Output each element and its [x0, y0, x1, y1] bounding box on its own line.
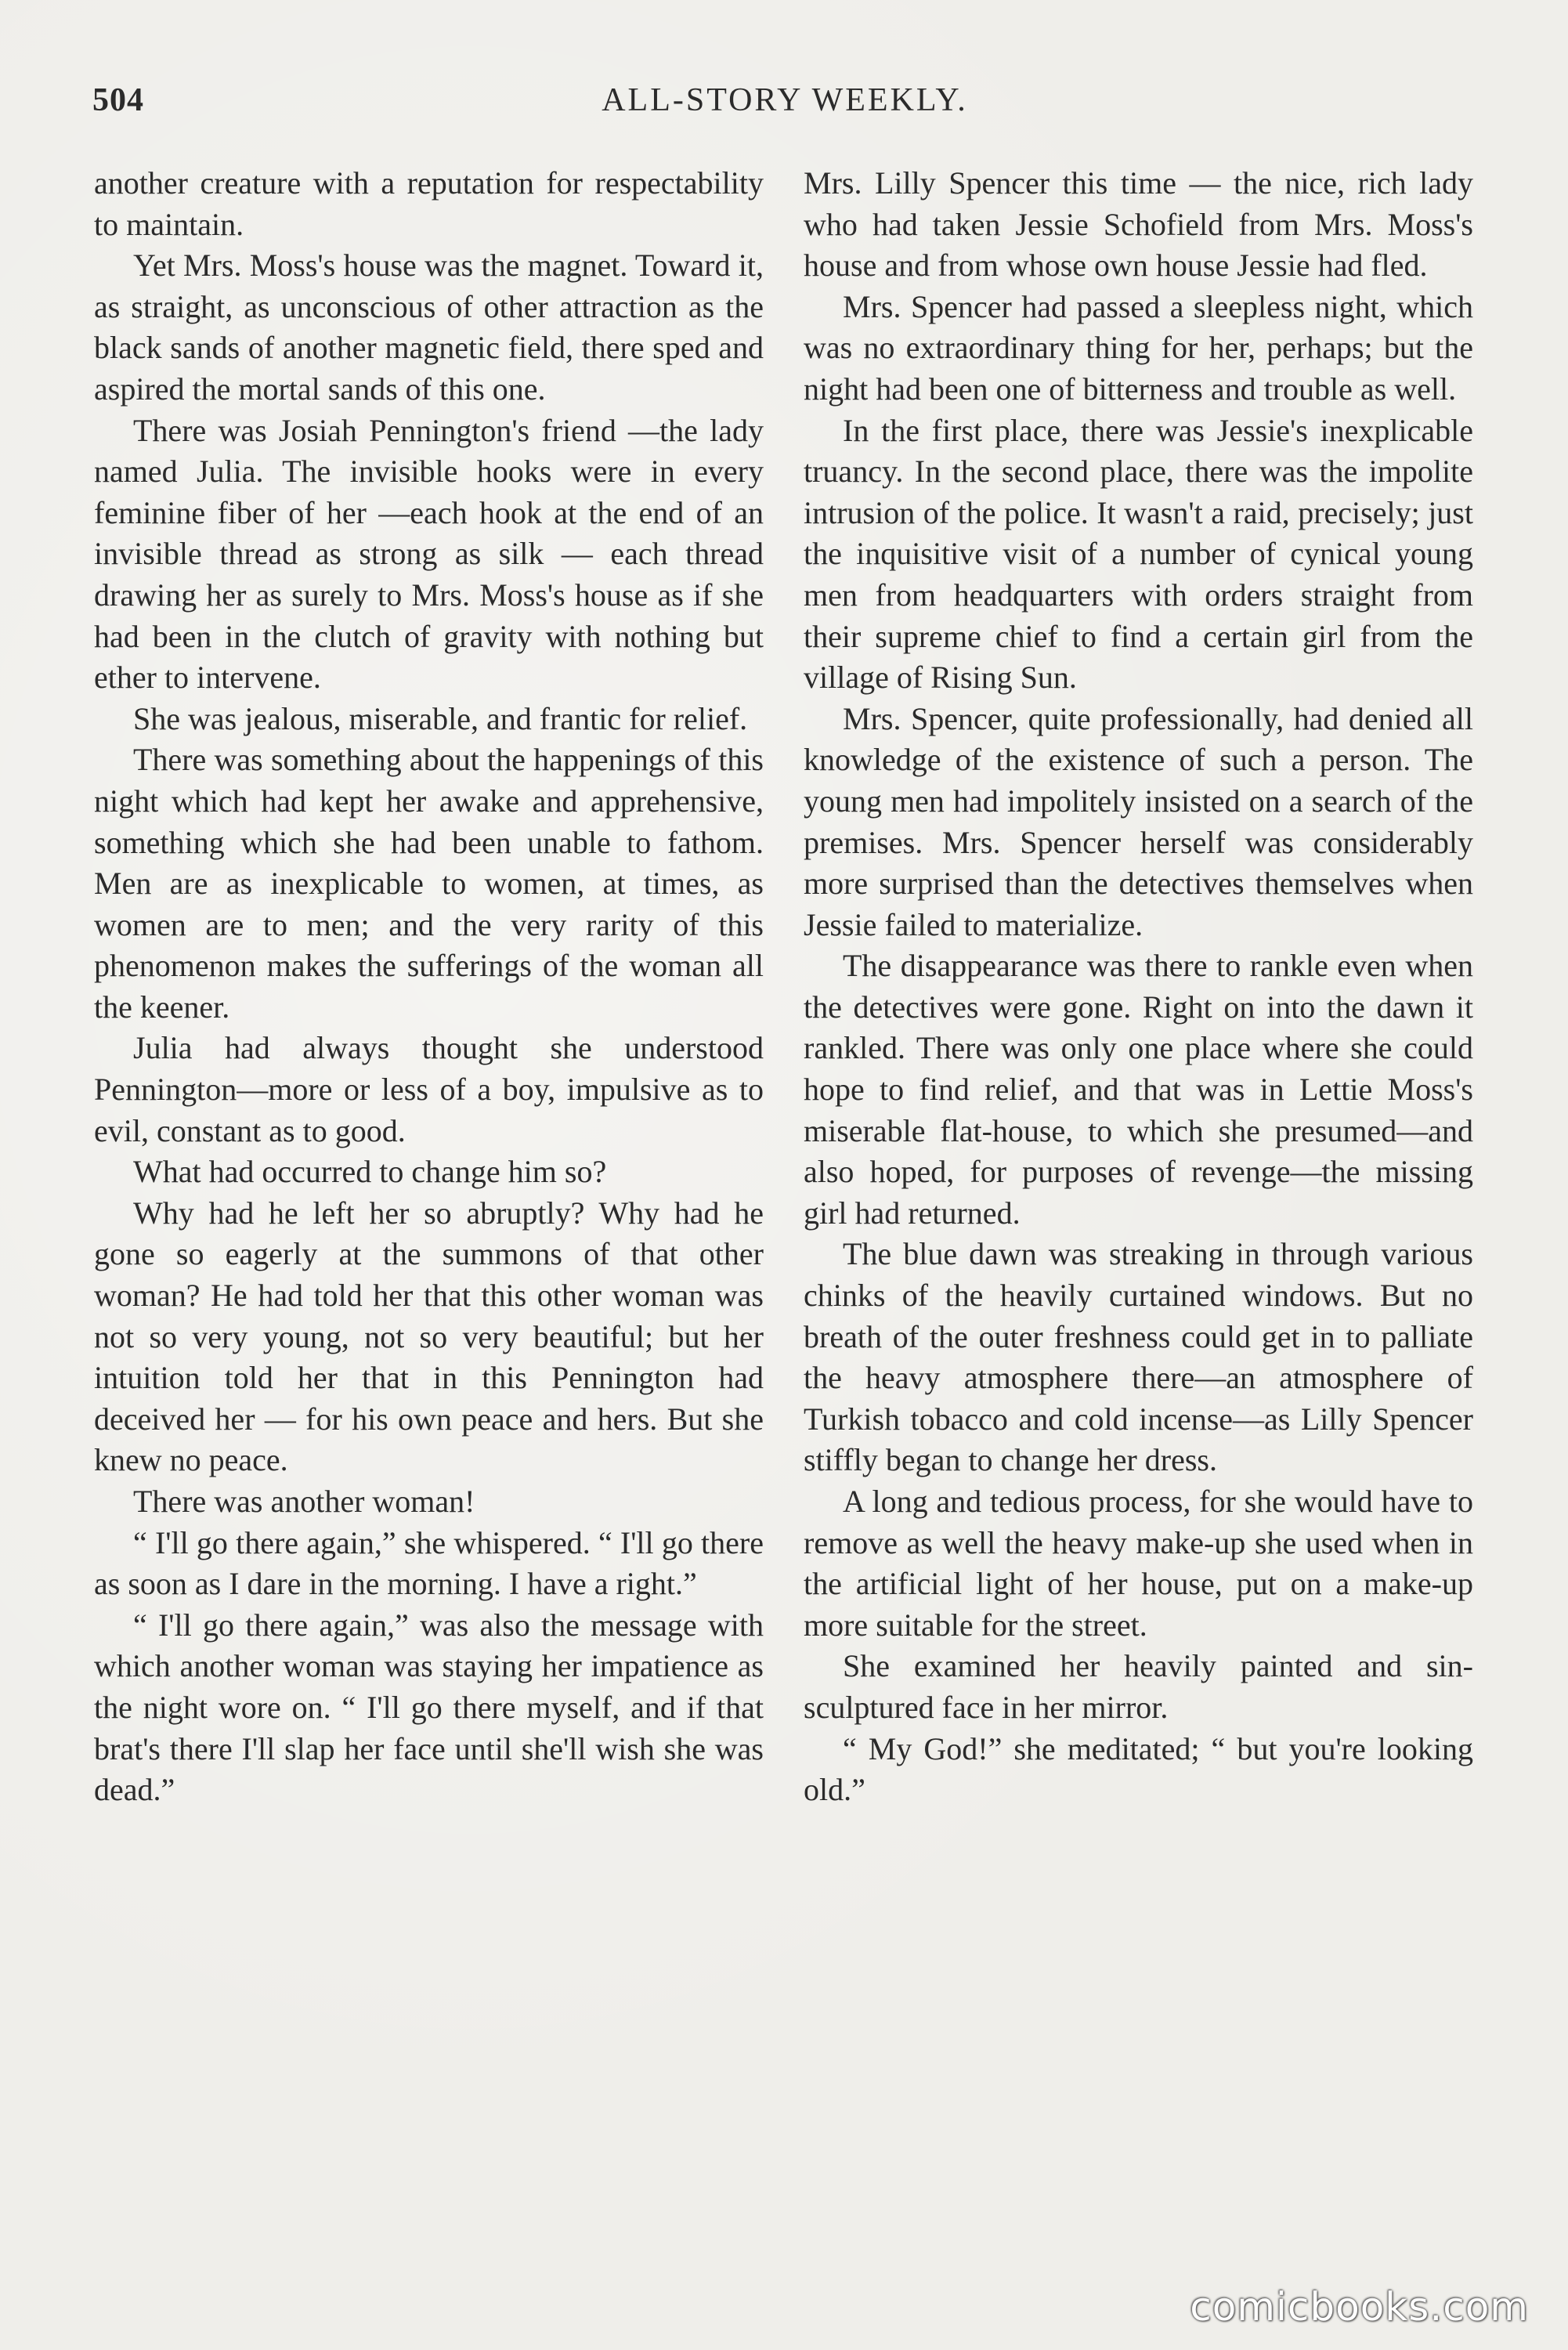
text-columns [94, 163, 1474, 2278]
paragraph: There was something about the happenings of this night which had kept her awake and apprehensive, something which she had been unable to fathom. Men are as inexplicable to women, at times, as women are to men; and the very rarity of this phenomenon makes the sufferings of the woman all the keener. [94, 742, 764, 1025]
left-column [94, 163, 764, 1811]
paragraph: Julia had always thought she understood Pennington—more or less of a boy, impulsive as to evil, constant as to good. [94, 1030, 764, 1148]
paragraph: The disappearance was there to rankle even when the detectives were gone. Right on into the dawn it rankled. There was only one place where she could hope to find relief, and that was in Lettie Moss's miserable flat-house, to which she presumed—and also hoped, for purposes of revenge—the missing girl had returned. [804, 948, 1473, 1231]
paragraph: “ I'll go there again,” she whispered. “ I'll go there as soon as I dare in the morning. I have a right.” [94, 1524, 764, 1602]
paragraph: Mrs. Spencer, quite professionally, had denied all knowledge of the existence of such a person. The young men had impolitely insisted on a search of the premises. Mrs. Spencer herself was considerably more surprised than the detectives themselves when Jessie failed to materialize. [804, 700, 1473, 942]
paragraph: In the first place, there was Jessie's inexplicable truancy. In the second place, there was the impolite intrusion of the police. It wasn't a raid, precisely; just the inquisitive visit of a number of cynical young men from headquarters with orders straight from their supreme chief to find a certain girl from the village of Rising Sun. [804, 412, 1473, 696]
paragraph: “ I'll go there again,” was also the message with which another woman was staying her impatience as the night wore on. “ I'll go there myself, and if that brat's there I'll slap her face until she'll wish she was dead.” [94, 1607, 764, 1808]
watermark-text: comicbooks.com [1190, 2284, 1529, 2330]
paragraph: Mrs. Lilly Spencer this time — the nice, rich lady who had taken Jessie Schofield from Mrs. Moss's house and from whose own house Jessie had fled. [804, 165, 1473, 284]
paragraph: Yet Mrs. Moss's house was the magnet. Toward it, as straight, as unconscious of other attraction as the black sands of another magnetic field, there sped and aspired the mortal sands of this one. [94, 248, 764, 407]
paragraph: There was another woman! [133, 1484, 475, 1519]
page-header [92, 81, 1477, 128]
paragraph: She examined her heavily painted and sin-sculptured face in her mirror. [804, 1648, 1473, 1725]
paragraph: Why had he left her so abruptly? Why had he gone so eagerly at the summons of that other woman? He had told her that this other woman was not so very young, not so very beautiful; but her intuition told her that in this Pennington had deceived her — for his own peace and hers. But she knew no peace. [94, 1195, 764, 1478]
paragraph: She was jealous, miserable, and frantic for relief. [133, 700, 748, 736]
paragraph: another creature with a reputation for respectability to maintain. [94, 165, 764, 242]
paragraph: The blue dawn was streaking in through various chinks of the heavily curtained windows. But no breath of the outer freshness could get in to palliate the heavy atmosphere there—an atmosphere of Turkish tobacco and cold incense—as Lilly Spencer stiffly began to change her dress. [804, 1236, 1473, 1478]
paragraph: “ My God!” she meditated; “ but you're looking old.” [804, 1730, 1473, 1808]
page-number: 504 [92, 82, 144, 118]
running-head: ALL-STORY WEEKLY. [602, 82, 968, 118]
paragraph: What had occurred to change him so? [133, 1154, 607, 1190]
paragraph: Mrs. Spencer had passed a sleepless night, which was no extraordinary thing for her, perhaps; but the night had been one of bitterness and trouble as well. [804, 288, 1473, 407]
paragraph: There was Josiah Pennington's friend —the lady named Julia. The invisible hooks were in every feminine fiber of her —each hook at the end of an invisible thread as strong as silk — each thread drawing her as surely to Mrs. Moss's house as if she had been in the clutch of gravity with nothing but ether to intervene. [94, 412, 764, 696]
paragraph: A long and tedious process, for she would have to remove as well the heavy make-up she used when in the artificial light of her house, put on a make-up more suitable for the street. [804, 1484, 1473, 1643]
right-column [804, 163, 1473, 1811]
